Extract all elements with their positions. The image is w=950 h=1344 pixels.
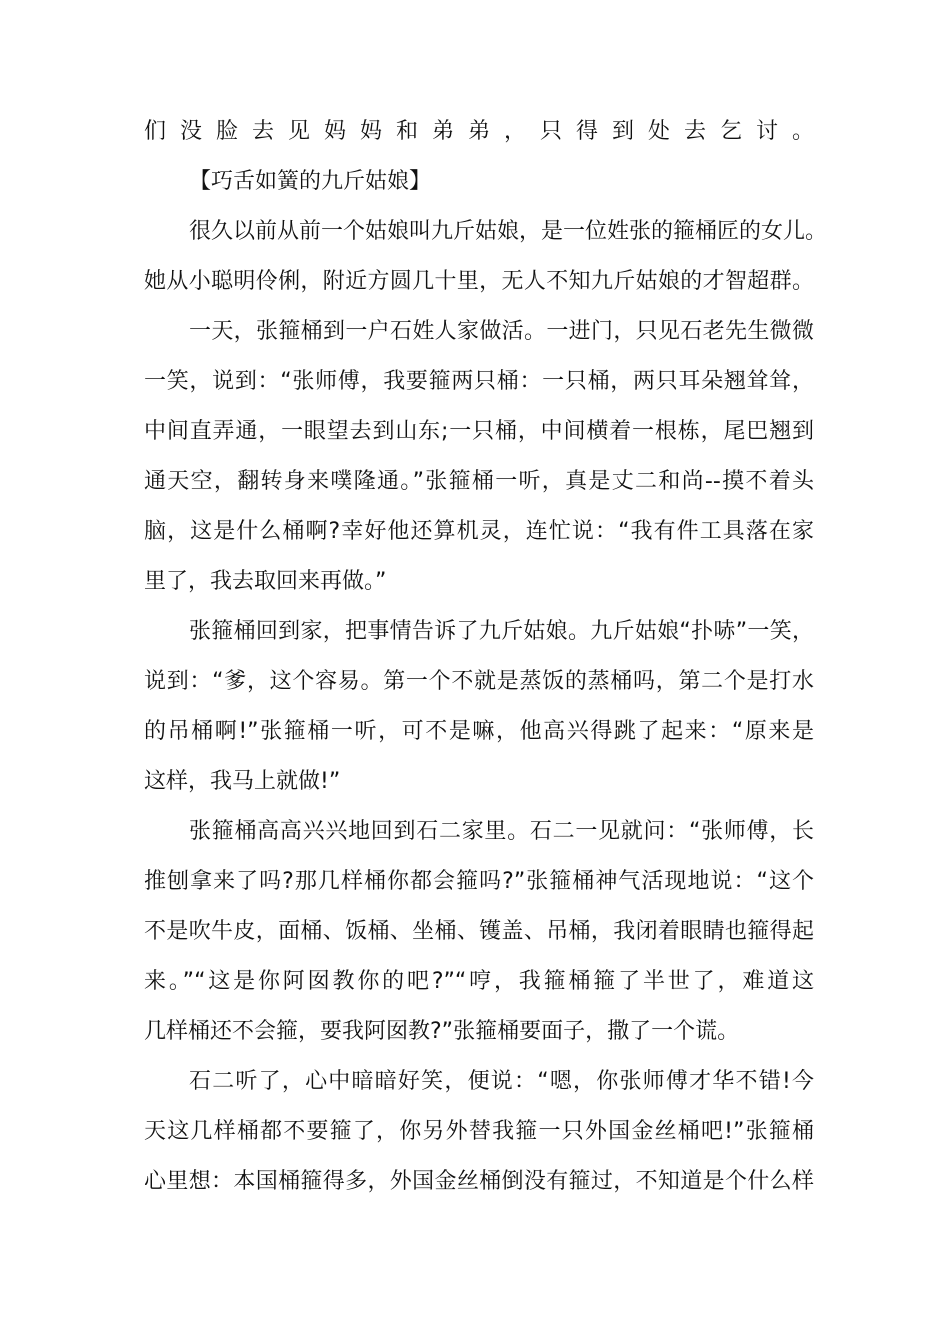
text-line: 通天空，翻转身来噗隆通。”张箍桶一听，真是丈二和尚--摸不着头 (144, 469, 814, 494)
text-line: 张箍桶高高兴兴地回到石二家里。石二一见就问：“张师傅，长 (189, 819, 814, 844)
text-line: 来。”“这是你阿囡教你的吧?”“哼，我箍桶箍了半世了，难道这 (144, 969, 814, 994)
text-line: 几样桶还不会箍，要我阿囡教?”张箍桶要面子，撒了一个谎。 (144, 1019, 740, 1044)
text-line: 这样，我马上就做!” (144, 769, 341, 794)
text-line: 中间直弄通，一眼望去到山东;一只桶，中间横着一根栋，尾巴翘到 (144, 419, 814, 444)
text-line: 很久以前从前一个姑娘叫九斤姑娘，是一位姓张的箍桶匠的女儿。 (189, 219, 828, 244)
text-line: 张箍桶回到家，把事情告诉了九斤姑娘。九斤姑娘“扑哧”一笑， (189, 619, 814, 644)
text-line: 心里想：本国桶箍得多，外国金丝桶倒没有箍过，不知道是个什么样 (144, 1169, 814, 1194)
text-line: 里了，我去取回来再做。” (144, 569, 387, 594)
text-line: 脑，这是什么桶啊?幸好他还算机灵，连忙说：“我有件工具落在家 (144, 519, 814, 544)
section-heading: 【巧舌如簧的九斤姑娘】 (189, 169, 432, 194)
text-line: 一笑，说到：“张师傅，我要箍两只桶：一只桶，两只耳朵翘耸耸， (144, 369, 814, 394)
text-line: 天这几样桶都不要箍了，你另外替我箍一只外国金丝桶吧!”张箍桶 (144, 1119, 814, 1144)
text-line: 的吊桶啊!”张箍桶一听，可不是嘛，他高兴得跳了起来：“原来是 (144, 719, 814, 744)
text-line: 不是吹牛皮，面桶、饭桶、坐桶、镬盖、吊桶，我闭着眼睛也箍得起 (144, 919, 814, 944)
text-line: 们没脸去见妈妈和弟弟，只得到处去乞讨。 (144, 119, 814, 144)
text-line: 她从小聪明伶俐，附近方圆几十里，无人不知九斤姑娘的才智超群。 (144, 269, 814, 294)
text-line: 说到：“爹，这个容易。第一个不就是蒸饭的蒸桶吗，第二个是打水 (144, 669, 814, 694)
text-line: 一天，张箍桶到一户石姓人家做活。一进门，只见石老先生微微 (189, 319, 814, 344)
text-line: 石二听了，心中暗暗好笑，便说：“嗯，你张师傅才华不错!今 (189, 1069, 814, 1094)
text-line: 推刨拿来了吗?那几样桶你都会箍吗?”张箍桶神气活现地说：“这个 (144, 869, 814, 894)
